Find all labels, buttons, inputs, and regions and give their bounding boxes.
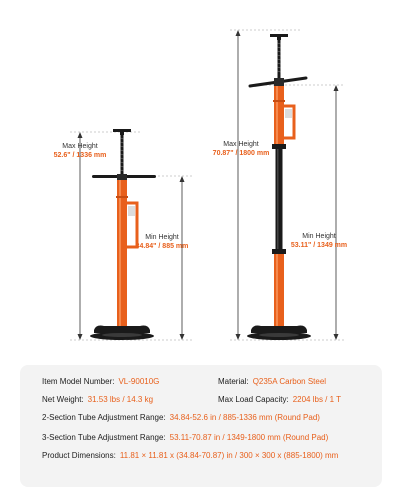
specs-panel	[20, 365, 382, 487]
spec-three-section	[42, 433, 328, 443]
right-stand	[230, 30, 345, 340]
left-min-label: Min Height	[145, 234, 179, 241]
left-tube	[117, 180, 127, 328]
spec-material-value: Q235A Carbon Steel	[252, 377, 327, 386]
left-min-value: 34.84" / 885 mm	[135, 243, 189, 250]
right-min-value: 53.11" / 1349 mm	[290, 242, 348, 249]
left-min-height-label	[126, 233, 198, 251]
right-max-label: Max Height	[223, 141, 259, 148]
spec-material	[218, 377, 326, 387]
left-max-height-label	[48, 142, 112, 160]
spec-max-load	[218, 395, 341, 405]
left-max-label: Max Height	[62, 143, 98, 150]
spec-model-value: VL-90010G	[118, 377, 160, 386]
right-upper-tube	[274, 86, 284, 144]
spec-net-weight-value: 31.53 lbs / 14.3 kg	[87, 395, 154, 404]
right-base-pad	[251, 326, 307, 334]
spec-max-load-value: 2204 lbs / 1 T	[292, 395, 342, 404]
spec-dimensions	[42, 451, 338, 461]
left-top-pad	[113, 129, 131, 132]
spec-two-section-value: 34.84-52.6 in / 885-1336 mm (Round Pad)	[169, 413, 320, 422]
spec-dimensions-label: Product Dimensions:	[42, 451, 116, 460]
right-top-pad	[270, 34, 288, 37]
right-max-value: 70.87" / 1800 mm	[212, 150, 270, 157]
spec-dimensions-value: 11.81 × 11.81 x (34.84-70.87) in / 300 × 300 x (885-1800) mm	[119, 451, 339, 460]
spec-net-weight	[42, 395, 153, 405]
right-lower-tube	[274, 254, 284, 326]
left-base-pad	[94, 326, 150, 334]
spec-two-section	[42, 413, 320, 423]
spec-material-label: Material:	[218, 377, 249, 386]
spec-three-section-value: 53.11-70.87 in / 1349-1800 mm (Round Pad)	[169, 433, 329, 442]
spec-net-weight-label: Net Weight:	[42, 395, 84, 404]
left-max-value: 52.6" / 1336 mm	[53, 152, 107, 159]
spec-model	[42, 377, 159, 387]
right-min-height-label	[282, 232, 356, 250]
spec-max-load-label: Max Load Capacity:	[218, 395, 289, 404]
right-min-label: Min Height	[302, 233, 336, 240]
right-max-height-label	[206, 140, 276, 158]
spec-model-label: Item Model Number:	[42, 377, 115, 386]
spec-two-section-label: 2-Section Tube Adjustment Range:	[42, 413, 166, 422]
spec-three-section-label: 3-Section Tube Adjustment Range:	[42, 433, 166, 442]
